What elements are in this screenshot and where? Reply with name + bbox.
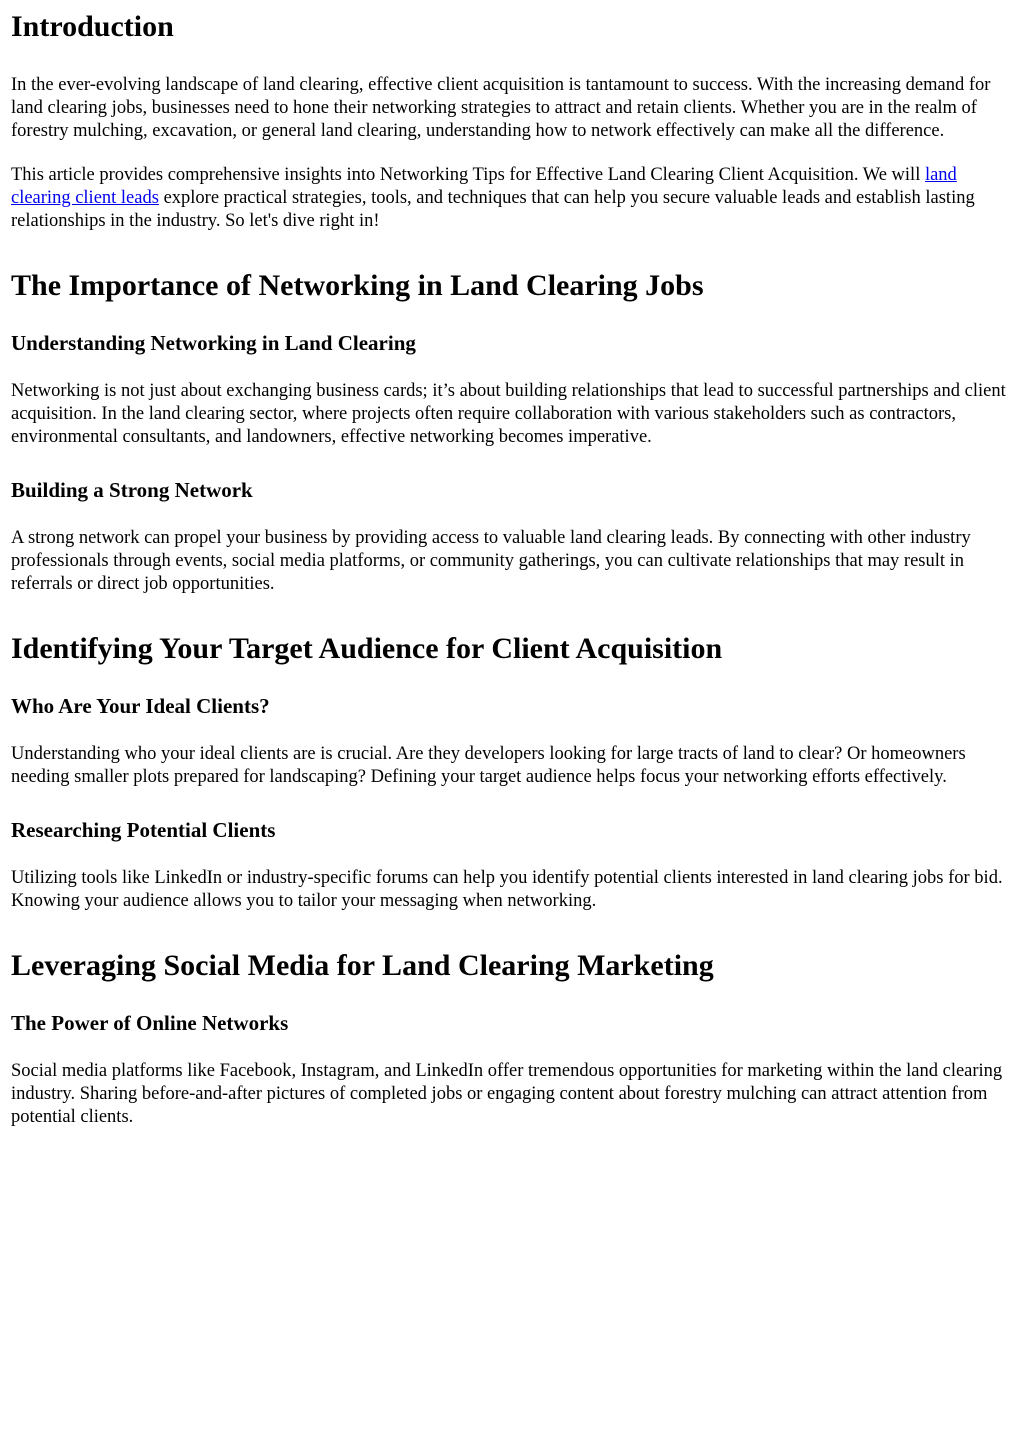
intro-paragraph-2-start: This article provides comprehensive insights into Networking Tips for Effective Land Clearing Client Acquisition. We will: [11, 165, 925, 185]
intro-paragraph-1: In the ever-evolving landscape of land clearing, effective client acquisition is tantamount to success. With the increasing demand for land clearing jobs, businesses need to hone their networking strategies to attract and retain clients. Whether you are in the realm of forestry mulching, excavation, or general land clearing, understanding how to network effectively can make all the difference.: [11, 75, 991, 141]
subheading-researching-clients: Researching Potential Clients: [11, 818, 276, 842]
paragraph-building-network: A strong network can propel your business by providing access to valuable land clearing leads. By connecting with other industry professionals through events, social media platforms, or community gatherings, you can cultivate relationships that may result in referrals or direct job opportunities.: [11, 528, 971, 594]
heading-social-media: Leveraging Social Media for Land Clearing Marketing: [11, 949, 714, 982]
heading-target-audience: Identifying Your Target Audience for Client Acquisition: [11, 632, 723, 665]
paragraph-ideal-clients: Understanding who your ideal clients are is crucial. Are they developers looking for large tracts of land to clear? Or homeowners needing smaller plots prepared for landscaping? Defining your target audience helps focus your networking efforts effectively.: [11, 744, 966, 787]
subheading-online-networks: The Power of Online Networks: [11, 1011, 289, 1035]
heading-introduction: Introduction: [11, 10, 174, 43]
intro-paragraph-2: [11, 164, 1013, 233]
land-clearing-client-leads-link[interactable]: land clearing client leads: [11, 165, 957, 208]
subheading-ideal-clients: Who Are Your Ideal Clients?: [11, 694, 270, 718]
paragraph-understanding-networking: Networking is not just about exchanging business cards; it’s about building relationships that lead to successful partnerships and client acquisition. In the land clearing sector, where projects often require collaboration with various stakeholders such as contractors, environmental consultants, and landowners, effective networking becomes imperative.: [11, 381, 1006, 447]
subheading-building-network: Building a Strong Network: [11, 478, 253, 502]
paragraph-online-networks: Social media platforms like Facebook, Instagram, and LinkedIn offer tremendous opportunities for marketing within the land clearing industry. Sharing before-and-after pictures of completed jobs or engaging content about forestry mulching can attract attention from potential clients.: [11, 1061, 1003, 1127]
paragraph-researching-clients: Utilizing tools like LinkedIn or industry-specific forums can help you identify potential clients interested in land clearing jobs for bid. Knowing your audience allows you to tailor your messaging when networking.: [11, 868, 1003, 911]
subheading-understanding-networking: Understanding Networking in Land Clearing: [11, 331, 416, 355]
heading-importance-of-networking: The Importance of Networking in Land Clearing Jobs: [11, 269, 704, 302]
intro-paragraph-2-end: explore practical strategies, tools, and techniques that can help you secure valuable leads and establish lasting relationships in the industry. So let's dive right in!: [11, 188, 975, 231]
